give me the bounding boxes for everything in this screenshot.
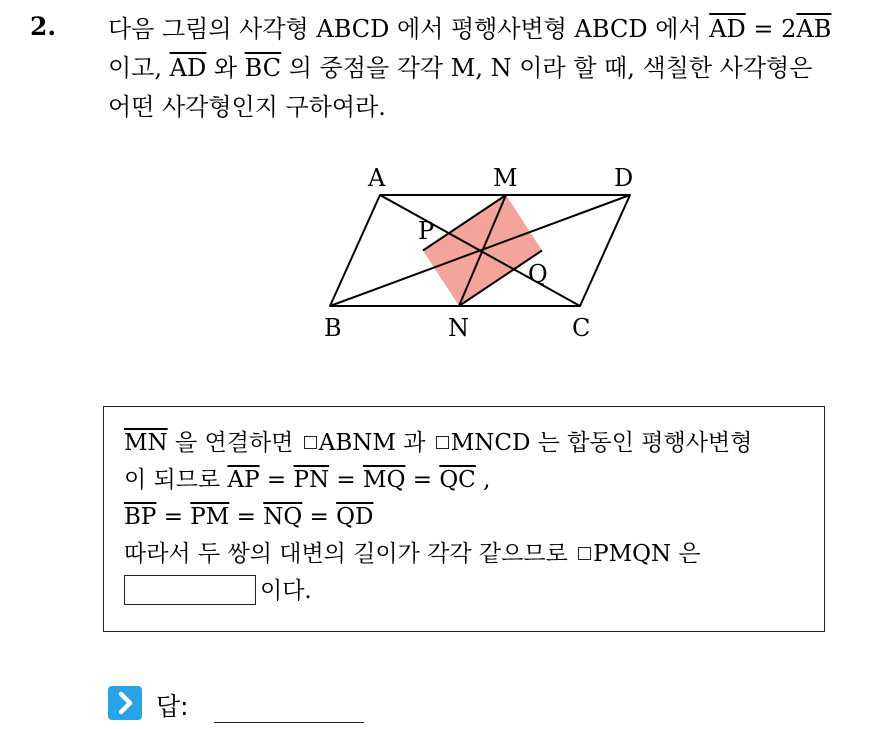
answer-input-line[interactable] bbox=[214, 722, 364, 723]
solution-text-part: , bbox=[475, 467, 491, 493]
question-number: 2. bbox=[30, 12, 57, 41]
question-text-part: 의 중점을 각각 M, N 이라 할 때, 색칠한 사각형은 bbox=[281, 54, 813, 82]
question-text-part: 이고, bbox=[108, 54, 170, 82]
solution-line-3 bbox=[124, 499, 814, 536]
equals-sign: = bbox=[405, 467, 440, 493]
equals-sign: = bbox=[229, 504, 264, 530]
solution-text-part: 이다. bbox=[260, 578, 312, 604]
answer-label: 답: bbox=[156, 692, 189, 721]
solution-text-part: 과 bbox=[395, 430, 433, 456]
equals-two: = 2 bbox=[745, 15, 797, 43]
quad-mncd: MNCD bbox=[450, 430, 531, 456]
solution-text-part: 따라서 두 쌍의 대변의 길이가 각각 같으므로 bbox=[124, 541, 576, 567]
label-q: Q bbox=[528, 260, 548, 288]
question-text-part: 와 bbox=[206, 54, 245, 82]
parallelogram-symbol-icon bbox=[304, 436, 317, 449]
chevron-right-icon bbox=[108, 686, 142, 720]
solution-box bbox=[103, 406, 825, 632]
segment-ad: $\overline{AD}$ bbox=[169, 54, 207, 82]
question-text-part: 다음 그림의 사각형 ABCD 에서 평행사변형 ABCD 에서 bbox=[108, 15, 710, 43]
question-line-2 bbox=[108, 49, 868, 88]
solution-text-part: 은 bbox=[671, 541, 701, 567]
equals-sign: = bbox=[156, 504, 191, 530]
question-line-1 bbox=[108, 10, 868, 49]
label-m: M bbox=[493, 164, 518, 192]
answer-blank-box[interactable] bbox=[124, 575, 256, 605]
segment-qc: $\overline{QC}$ bbox=[439, 467, 476, 493]
solution-line-5 bbox=[124, 573, 814, 610]
solution-line-2 bbox=[124, 462, 814, 499]
parallelogram-symbol-icon bbox=[436, 436, 449, 449]
solution-line-4 bbox=[124, 536, 814, 573]
solution-text-part: 을 연결하면 bbox=[167, 430, 301, 456]
label-a: A bbox=[368, 164, 386, 192]
segment-pm: $\overline{PM}$ bbox=[190, 504, 230, 530]
solution-line-1 bbox=[124, 425, 814, 462]
label-c: C bbox=[572, 314, 591, 342]
equals-sign: = bbox=[259, 467, 294, 493]
quad-pmqn: PMQN bbox=[593, 541, 672, 567]
solution-text bbox=[124, 425, 814, 610]
segment-qd: $\overline{QD}$ bbox=[336, 504, 374, 530]
equals-sign: = bbox=[302, 504, 337, 530]
segment-bc: $\overline{BC}$ bbox=[244, 54, 282, 82]
label-n: N bbox=[448, 314, 469, 342]
segment-mq: $\overline{MQ}$ bbox=[363, 467, 406, 493]
quad-abnm: ABNM bbox=[318, 430, 396, 456]
segment-pn: $\overline{PN}$ bbox=[293, 467, 330, 493]
segment-mn: $\overline{MN}$ bbox=[124, 430, 168, 456]
segment-bp: $\overline{BP}$ bbox=[124, 504, 157, 530]
segment-ab: $\overline{AB}$ bbox=[796, 15, 832, 43]
label-b: B bbox=[324, 314, 342, 342]
label-p: P bbox=[418, 217, 435, 245]
solution-text-part: 는 합동인 평행사변형 bbox=[530, 430, 753, 456]
question-line-3: 어떤 사각형인지 구하여라. bbox=[108, 93, 386, 121]
solution-text-part: 이 되므로 bbox=[124, 467, 228, 493]
parallelogram-symbol-icon bbox=[578, 547, 591, 560]
parallelogram-figure bbox=[310, 158, 650, 348]
question-text bbox=[108, 10, 868, 127]
segment-ad: $\overline{AD}$ bbox=[709, 15, 746, 43]
label-d: D bbox=[614, 164, 634, 192]
segment-nq: $\overline{NQ}$ bbox=[263, 504, 303, 530]
equals-sign: = bbox=[329, 467, 364, 493]
segment-ap: $\overline{AP}$ bbox=[227, 467, 260, 493]
